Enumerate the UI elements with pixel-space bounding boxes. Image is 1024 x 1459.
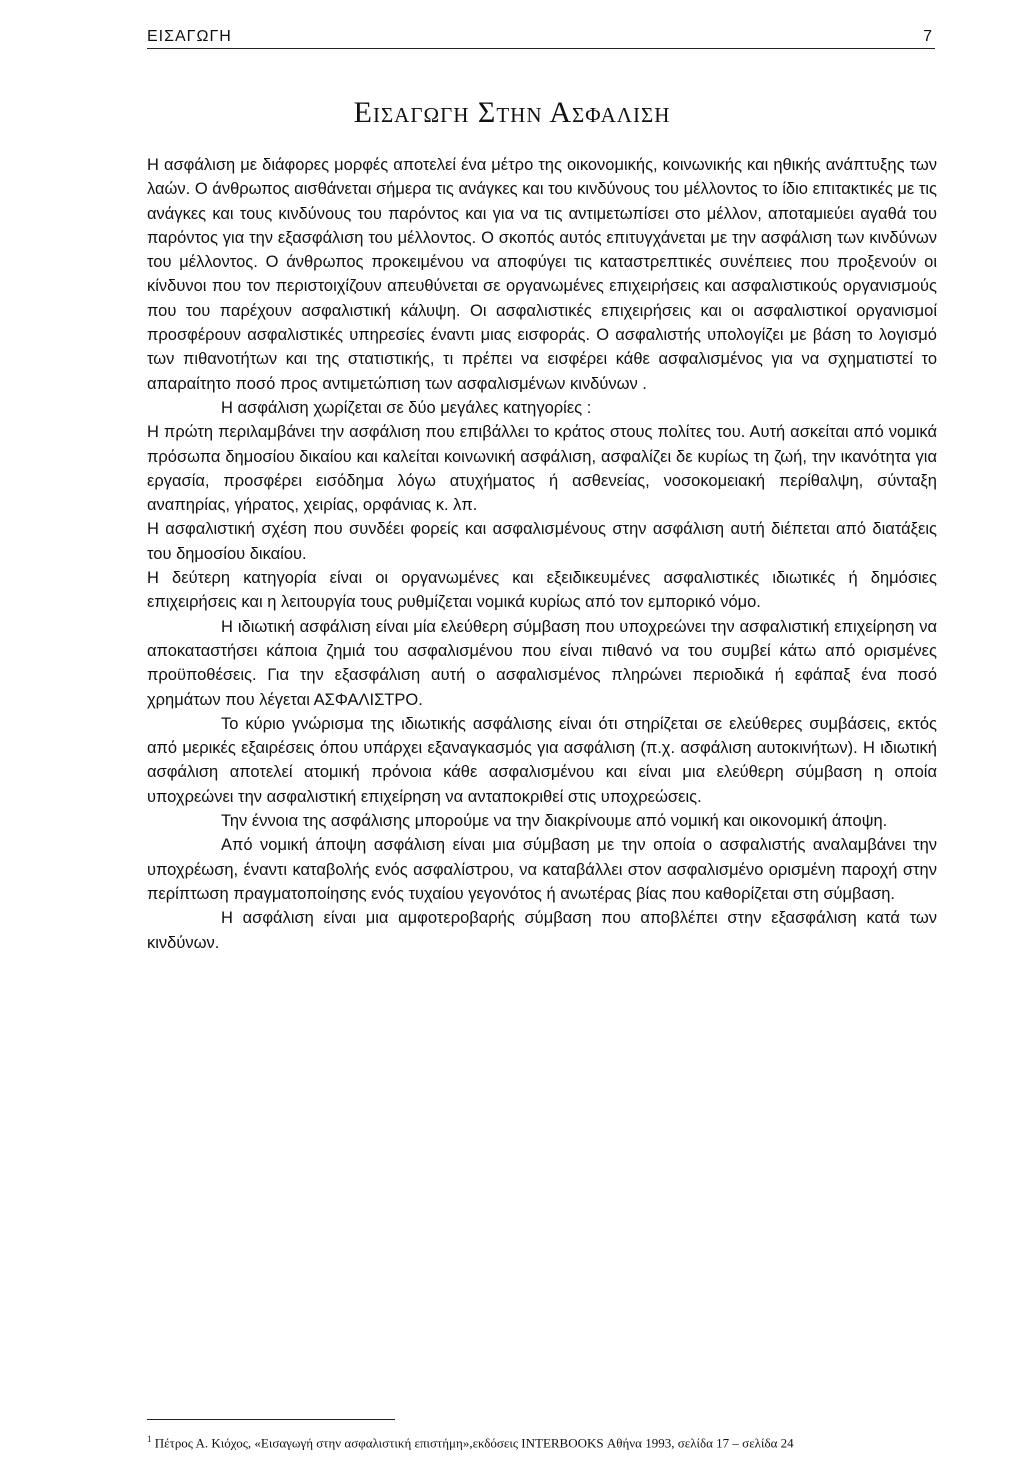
footnote-marker: 1 — [147, 1434, 152, 1444]
running-header-title: ΕΙΣΑΓΩΓΗ — [147, 28, 232, 45]
paragraph-categories: Η ασφάλιση χωρίζεται σε δύο μεγάλες κατηγορίες : — [221, 398, 592, 417]
footnote-separator — [147, 1419, 395, 1420]
paragraph-concept: Την έννοια της ασφάλισης μπορούμε να την διακρίνουμε από νομική και οικονομική άποψη. — [221, 812, 888, 831]
paragraph-private-insurance: Η ιδιωτική ασφάλιση είναι μία ελεύθερη σύμβαση που υποχρεώνει την ασφαλιστική επιχείρηση να αποκαταστήσει κάποια ζημιά του ασφαλισμένου που είναι πιθανό να του συμβεί κάτω από ορισμένες προϋποθέσεις. Για την εξασφάλιση αυτή ο ασφαλισμένος πληρώνει περιοδικά ή εφάπαξ ένα ποσό χρημάτων που λέγεται ΑΣΦΑΛΙΣΤΡΟ. — [147, 617, 937, 709]
paragraph-bilateral-contract: Η ασφάλιση είναι μια αμφοτεροβαρής σύμβαση που αποβλέπει στην εξασφάλιση κατά των κινδύνων. — [147, 909, 937, 952]
paragraph-second-category: Η δεύτερη κατηγορία είναι οι οργανωμένες και εξειδικευμένες ασφαλιστικές ιδιωτικές ή δημόσιες επιχειρήσεις και η λειτουργία τους ρυθμίζεται νομικά κυρίως από τον εμπορικό νόμο. — [147, 569, 937, 612]
paragraph-intro: Η ασφάλιση με διάφορες μορφές αποτελεί ένα μέτρο της οικονομικής, κοινωνικής και ηθικής ανάπτυξης των λαών. Ο άνθρωπος αισθάνεται σήμερα τις ανάγκες και του κινδύνους του μέλλοντος το ίδιο επιτακτικές με τις ανάγκες και τους κινδύνους του παρόντος και για να τις αντιμετωπίσει στο μέλλον, αποταμιεύει αγαθά του παρόντος για την εξασφάλιση του μέλλοντος. Ο σκοπός αυτός επιτυγχάνεται με την ασφάλιση των κινδύνων του μέλλοντος. Ο άνθρωπος προκειμένου να αποφύγει τις καταστρεπτικές συνέπειες που προξενούν οι κίνδυνοι που τον περιστοιχίζουν απευθύνεται σε οργανωμένες επιχειρήσεις και ασφαλιστικούς οργανισμούς που του παρέχουν ασφαλιστική κάλυψη. Οι ασφαλιστικές επιχειρήσεις και οι ασφαλιστικοί οργανισμοί προσφέρουν ασφαλιστικές υπηρεσίες έναντι μιας εισφοράς. Ο ασφαλιστής υπολογίζει με βάση το λογισμό των πιθανοτήτων και της στατιστικής, τι πρέπει να εισφέρει κάθε ασφαλισμένος για να σχηματιστεί το απαραίτητο ποσό προς αντιμετώπιση των ασφαλισμένων κινδύνων . — [147, 156, 937, 393]
paragraph-legal-view: Από νομική άποψη ασφάλιση είναι μια σύμβαση με την οποία ο ασφαλιστής αναλαμβάνει την υποχρέωση, έναντι καταβολής ενός ασφαλίστρου, να καταβάλλει στον ασφαλισμένο ορισμένη παροχή στην περίπτωση πραγματοποίησης ενός τυχαίου γεγονότος ή ανωτέρας βίας που καθορίζεται στη σύμβαση. — [147, 836, 937, 903]
running-header — [147, 26, 935, 49]
chapter-title: Εισαγωγη Στην Ασφαλιση — [353, 96, 671, 129]
paragraph-public-law: Η ασφαλιστική σχέση που συνδέει φορείς και ασφαλισμένους στην ασφάλιση αυτή διέπεται από διατάξεις του δημοσίου δικαίου. — [147, 520, 937, 563]
footnote-text: Πέτρος Α. Κιόχος, «Εισαγωγή στην ασφαλιστική επιστήμη»,εκδόσεις INTERBOOKS Αθήνα 1993, σελίδα 17 – σελίδα 24 — [154, 1435, 794, 1451]
paragraph-first-category: Η πρώτη περιλαμβάνει την ασφάλιση που επιβάλλει το κράτος στους πολίτες του. Αυτή ασκείται από νομικά πρόσωπα δημοσίου δικαίου και καλείται κοινωνική ασφάλιση, ασφαλίζει δε κυρίως τη ζωή, την ικανότητα για εργασία, προσφέρει εισόδημα λόγω ατυχήματος ή ασθενείας, νοσοκομειακή περίθαλψη, σύνταξη αναπηρίας, γήρατος, χειρίας, ορφάνιας κ. λπ. — [147, 423, 937, 515]
footnote — [147, 1430, 937, 1452]
paragraph-main-feature: Το κύριο γνώρισμα της ιδιωτικής ασφάλισης είναι ότι στηρίζεται σε ελεύθερες συμβάσεις, εκτός από μερικές εξαιρέσεις όπου υπάρχει εξαναγκασμός για ασφάλιση (π.χ. ασφάλιση αυτοκινήτων). Η ιδιωτική ασφάλιση αποτελεί ατομική πρόνοια κάθε ασφαλισμένου και είναι μια ελεύθερη σύμβαση η οποία υποχρεώνει την ασφαλιστική επιχείρηση να ανταποκριθεί στις υποχρεώσεις. — [147, 714, 937, 806]
body-text — [147, 153, 937, 955]
page-number: 7 — [923, 28, 933, 45]
